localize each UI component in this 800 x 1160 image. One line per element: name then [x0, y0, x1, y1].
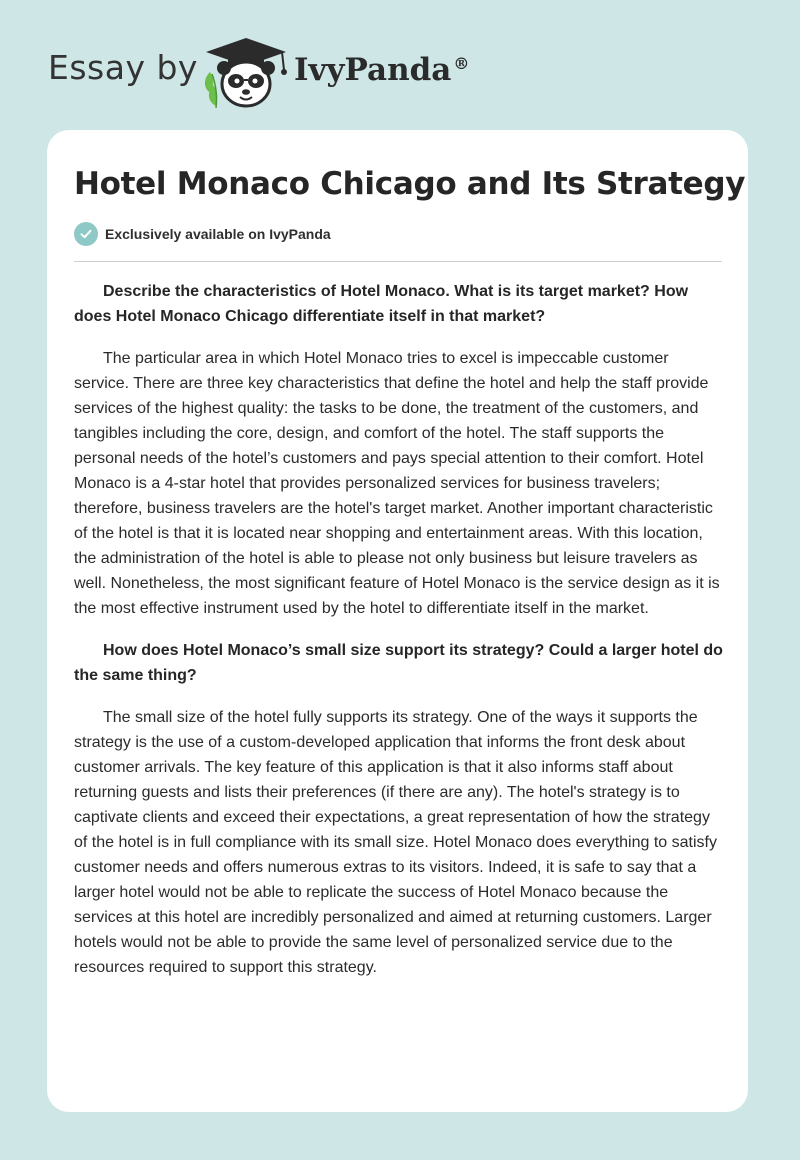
divider	[74, 261, 722, 262]
essay-body	[74, 279, 724, 997]
question-heading: Describe the characteristics of Hotel Monaco. What is its target market? How does Hotel Monaco Chicago differentiate itself in that market?	[74, 283, 689, 325]
site-header	[0, 0, 800, 130]
essay-by-label: Essay by	[48, 48, 198, 87]
brand-name-text: IvyPanda	[294, 52, 452, 88]
exclusive-badge	[74, 222, 331, 246]
registered-mark: ®	[453, 53, 470, 73]
brand-name[interactable]	[294, 52, 469, 88]
exclusive-label: Exclusively available on IvyPanda	[105, 226, 331, 242]
body-paragraph: The particular area in which Hotel Monaco tries to excel is impeccable customer service. There are three key characteristics that define the hotel and help the staff provide services of the highest quality: the tasks to be done, the treatment of the customers, and tangibles including the core, design, and comfort of the hotel. The staff supports the personal needs of the hotel’s customers and pays special attention to their comfort. Hotel Monaco is a 4-star hotel that provides personalized services for business travelers; therefore, business travelers are the hotel's target market. Another important characteristic of the hotel is that it is located near shopping and entertainment areas. With this location, the administration of the hotel is able to please not only business but leisure travelers as well. Nonetheless, the most significant feature of Hotel Monaco is the service design as it is the most effective instrument used by the hotel to differentiate itself in the market.	[74, 350, 720, 617]
page-title: Hotel Monaco Chicago and Its Strategy	[74, 166, 746, 202]
body-paragraph: The small size of the hotel fully supports its strategy. One of the ways it supports the strategy is the use of a custom-developed application that informs the front desk about customer arrivals. The key feature of this application is that it also informs staff about returning guests and lists their preferences (if there are any). The hotel's strategy is to captivate clients and exceed their expectations, a great representation of how the strategy of the hotel is in full compliance with its small size. Hotel Monaco does everything to satisfy customer needs and offers numerous extras to its visitors. Indeed, it is safe to say that a larger hotel would not be able to replicate the success of Hotel Monaco because the services at this hotel are incredibly personalized and aimed at returning customers. Larger hotels would not be able to provide the same level of personalized service due to the resources required to support this strategy.	[74, 709, 717, 976]
essay-card	[47, 130, 748, 1112]
check-icon	[74, 222, 98, 246]
question-heading: How does Hotel Monaco’s small size support its strategy? Could a larger hotel do the same thing?	[74, 642, 723, 684]
panda-graduate-logo-icon[interactable]	[200, 36, 292, 110]
